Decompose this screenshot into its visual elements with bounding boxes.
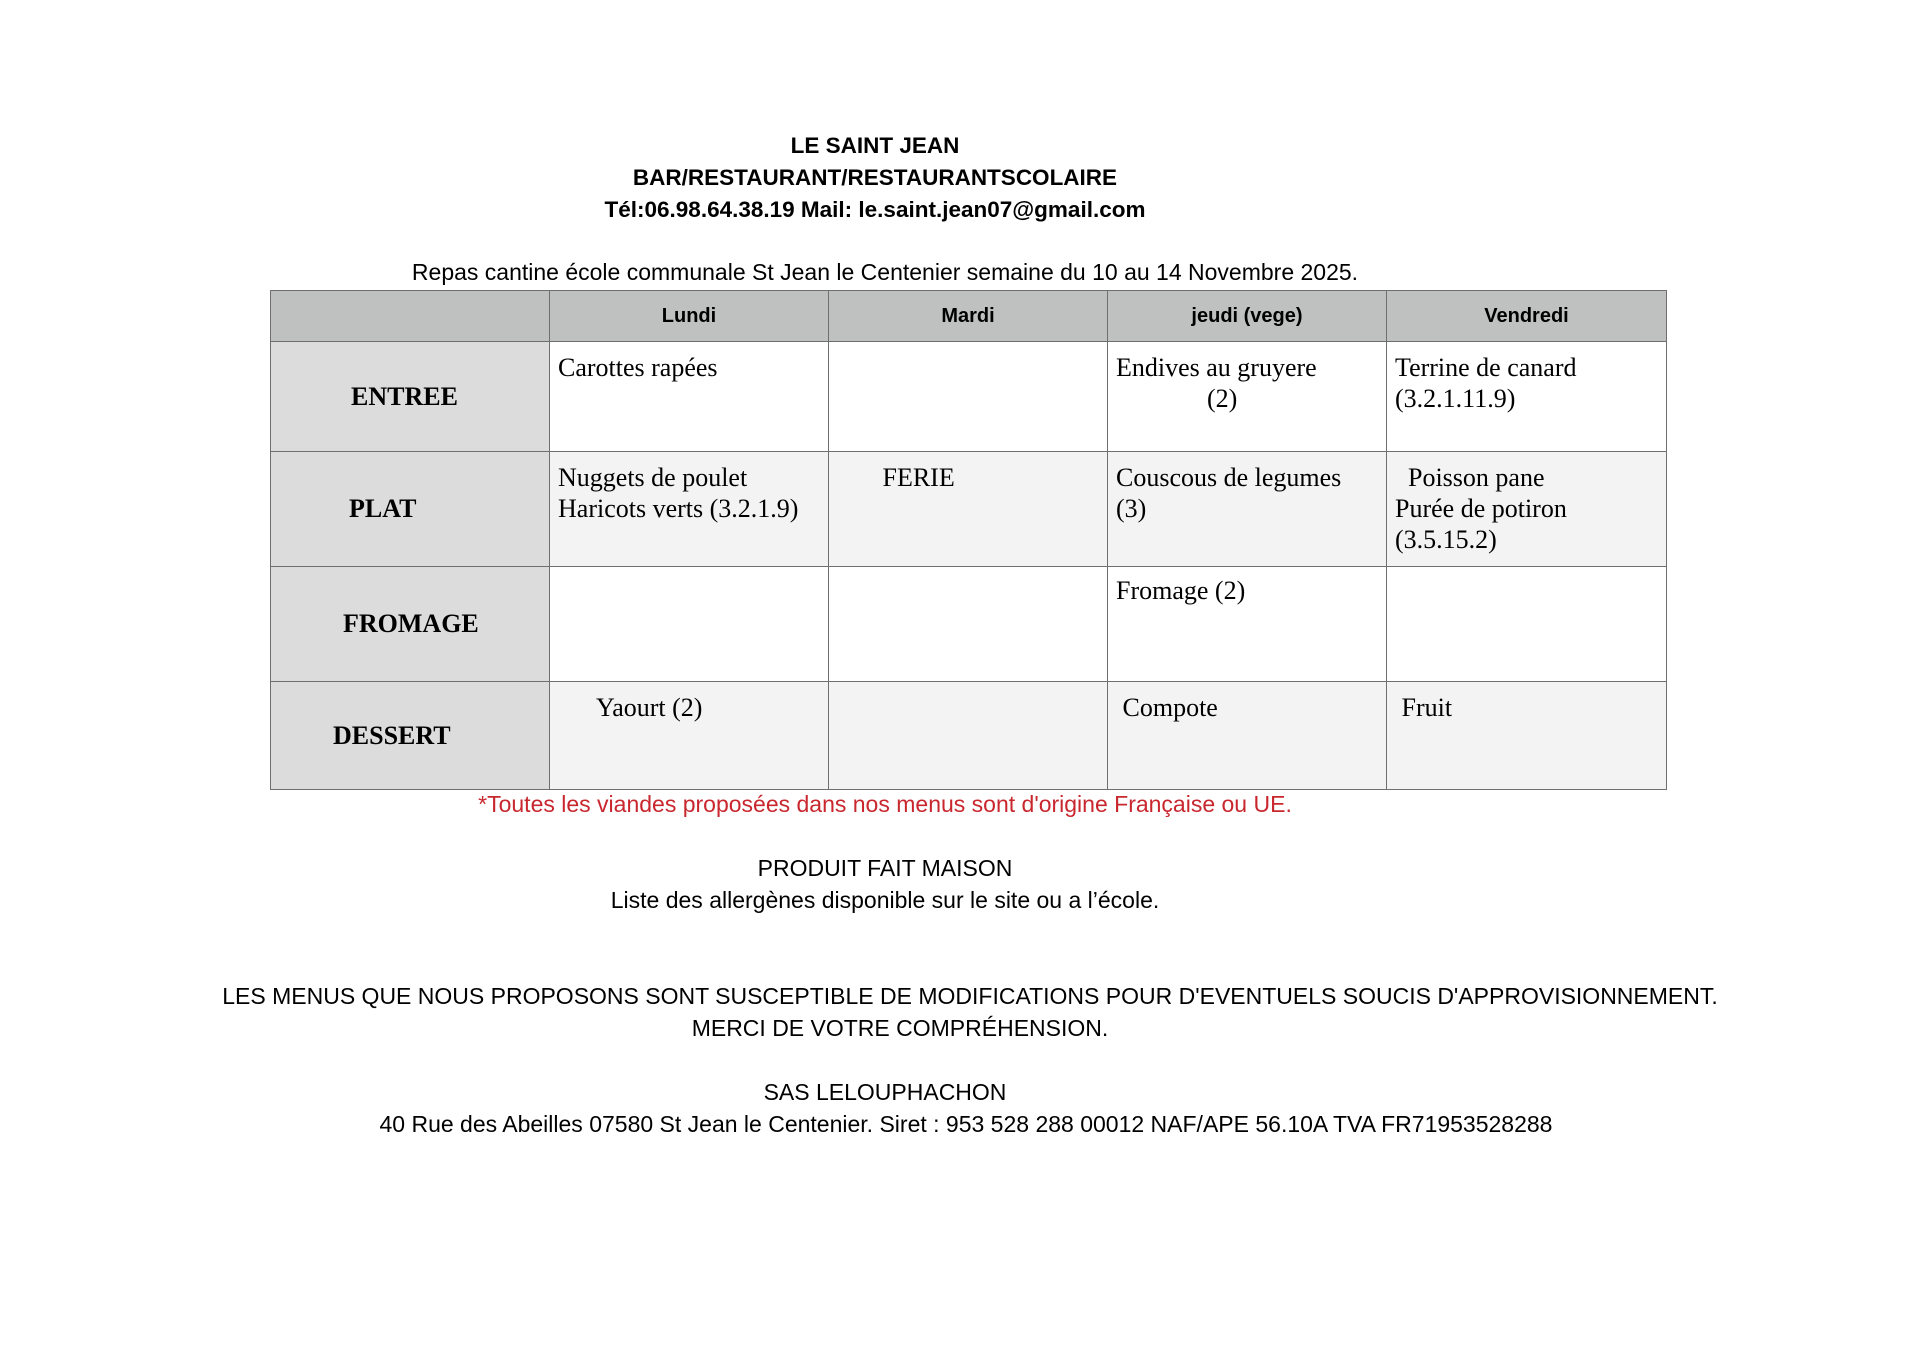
row-label-text: PLAT <box>349 494 417 523</box>
menu-cell <box>829 682 1108 790</box>
dish-line: Carottes rapées <box>558 353 718 382</box>
company-address: 40 Rue des Abeilles 07580 St Jean le Centenier. Siret : 953 528 288 00012 NAF/APE 56.10A TVA FR71953528288 <box>379 1111 1553 1137</box>
dish-line: (3.5.15.2) <box>1395 525 1497 554</box>
menu-table <box>270 290 1667 790</box>
dish-line: Compote <box>1116 693 1218 722</box>
dish-line: (2) <box>1116 384 1238 413</box>
dish-line: Endives au gruyere <box>1116 353 1317 382</box>
homemade-line: PRODUIT FAIT MAISON <box>757 855 1013 881</box>
menu-cell <box>1108 452 1387 567</box>
dish-line: Yaourt (2) <box>558 693 703 722</box>
row-label <box>271 452 550 567</box>
dish-line: (3) <box>1116 494 1147 523</box>
dish-line: (3.2.1.11.9) <box>1395 384 1516 413</box>
table-row <box>271 567 1667 682</box>
dish-line: Nuggets de poulet <box>558 463 748 492</box>
dish-line: Terrine de canard <box>1395 353 1577 382</box>
meat-origin-note: *Toutes les viandes proposées dans nos menus sont d'origine Française ou UE. <box>478 791 1292 817</box>
menu-cell <box>1108 567 1387 682</box>
row-label-text: FROMAGE <box>343 609 479 638</box>
menu-cell <box>1387 342 1667 452</box>
contact-line: Tél:06.98.64.38.19 Mail: le.saint.jean07@gmail.com <box>604 197 1146 222</box>
menu-cell <box>550 452 829 567</box>
menu-cell <box>1108 682 1387 790</box>
row-label-text: ENTREE <box>351 381 458 411</box>
menu-cell <box>829 567 1108 682</box>
dish-line: Couscous de legumes <box>1116 463 1342 492</box>
menu-cell <box>1108 342 1387 452</box>
menu-cell <box>829 452 1108 567</box>
day-header: jeudi (vege) <box>1108 291 1387 342</box>
row-label <box>271 682 550 790</box>
table-header-row <box>271 291 1667 342</box>
restaurant-type: BAR/RESTAURANT/RESTAURANTSCOLAIRE <box>632 165 1118 190</box>
table-row <box>271 342 1667 452</box>
dish-line: Fromage (2) <box>1116 576 1246 605</box>
day-header: Lundi <box>550 291 829 342</box>
menu-cell <box>829 342 1108 452</box>
menu-cell <box>550 567 829 682</box>
day-header: Mardi <box>829 291 1108 342</box>
disclaimer-line-1: LES MENUS QUE NOUS PROPOSONS SONT SUSCEPTIBLE DE MODIFICATIONS POUR D'EVENTUELS SOUCIS D'APPROVISIONNEMENT. <box>222 983 1718 1009</box>
menu-cell <box>550 342 829 452</box>
menu-cell <box>1387 567 1667 682</box>
header-corner <box>271 291 550 342</box>
row-label-text: DESSERT <box>333 720 451 750</box>
menu-cell <box>1387 682 1667 790</box>
dish-line: Fruit <box>1395 693 1453 722</box>
dish-line: FERIE <box>837 463 955 492</box>
dish-line: Haricots verts (3.2.1.9) <box>558 494 799 523</box>
allergens-line: Liste des allergènes disponible sur le site ou a l’école. <box>610 887 1160 913</box>
row-label <box>271 567 550 682</box>
dish-line: Poisson pane <box>1395 463 1545 492</box>
company-name: SAS LELOUPHACHON <box>763 1079 1007 1105</box>
row-label <box>271 342 550 452</box>
day-header: Vendredi <box>1387 291 1667 342</box>
dish-line: Purée de potiron <box>1395 494 1567 523</box>
intro-line: Repas cantine école communale St Jean le Centenier semaine du 10 au 14 Novembre 2025. <box>411 259 1359 285</box>
table-row <box>271 682 1667 790</box>
table-row <box>271 452 1667 567</box>
menu-cell <box>1387 452 1667 567</box>
disclaimer-line-2: MERCI DE VOTRE COMPRÉHENSION. <box>691 1015 1109 1041</box>
menu-cell <box>550 682 829 790</box>
restaurant-name: LE SAINT JEAN <box>790 133 960 158</box>
